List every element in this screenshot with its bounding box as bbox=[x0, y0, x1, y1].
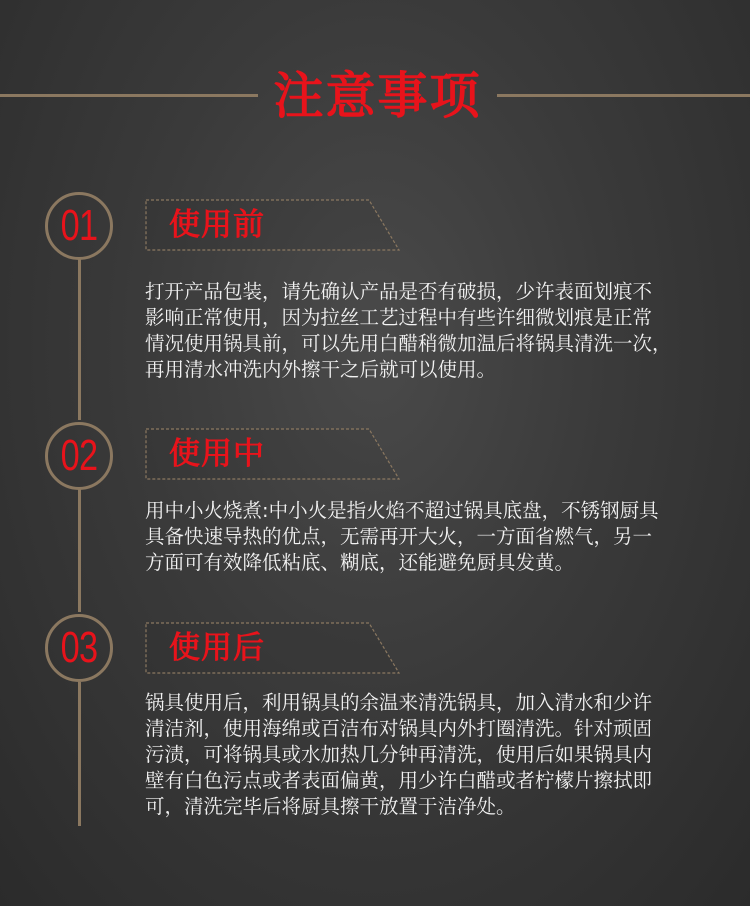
section-header-after-use bbox=[145, 622, 400, 674]
step-number-circle-03 bbox=[45, 614, 113, 682]
body-line: 污渍，可将锅具或水加热几分钟再清洗，使用后如果锅具内 bbox=[145, 743, 653, 766]
body-line: 再用清水冲洗内外擦干之后就可以使用。 bbox=[145, 358, 497, 381]
step-number-01: 01 bbox=[60, 201, 98, 250]
title-rule-right bbox=[497, 94, 750, 97]
section-body-before-use bbox=[145, 279, 705, 383]
step-number-circle-01 bbox=[45, 192, 113, 260]
timeline-line bbox=[78, 258, 81, 420]
title-rule-left bbox=[0, 94, 258, 97]
body-line: 清洁剂，使用海绵或百洁布对锅具内外打圈清洗。针对顽固 bbox=[145, 717, 653, 740]
step-number-02: 02 bbox=[60, 431, 98, 480]
body-line: 具备快速导热的优点，无需再开大火，一方面省燃气，另一 bbox=[145, 525, 653, 548]
body-line: 用中小火烧煮:中小火是指火焰不超过锅具底盘，不锈钢厨具 bbox=[145, 499, 659, 522]
step-number-03: 03 bbox=[60, 623, 98, 672]
timeline-line bbox=[78, 682, 81, 826]
body-line: 打开产品包装，请先确认产品是否有破损，少许表面划痕不 bbox=[145, 280, 653, 303]
body-line: 可，清洗完毕后将厨具擦干放置于洁净处。 bbox=[145, 795, 516, 818]
section-header-before-use bbox=[145, 199, 400, 251]
step-number-circle-02 bbox=[45, 422, 113, 490]
body-line: 影响正常使用，因为拉丝工艺过程中有些许细微划痕是正常 bbox=[145, 306, 653, 329]
section-title: 使用前 bbox=[169, 207, 265, 243]
body-line: 壁有白色污点或者表面偏黄，用少许白醋或者柠檬片擦拭即 bbox=[145, 769, 653, 792]
section-body-after-use bbox=[145, 690, 705, 820]
body-line: 方面可有效降低粘底、糊底，还能避免厨具发黄。 bbox=[145, 551, 575, 574]
section-header-during-use bbox=[145, 428, 400, 480]
page-title: 注意事项 bbox=[273, 67, 482, 125]
body-line: 锅具使用后，利用锅具的余温来清洗锅具，加入清水和少许 bbox=[145, 691, 653, 714]
body-line: 情况使用锅具前，可以先用白醋稍微加温后将锅具清洗一次， bbox=[145, 332, 672, 355]
section-body-during-use bbox=[145, 498, 705, 576]
section-title: 使用中 bbox=[169, 436, 265, 472]
section-title: 使用后 bbox=[169, 630, 265, 666]
timeline-line bbox=[78, 488, 81, 612]
